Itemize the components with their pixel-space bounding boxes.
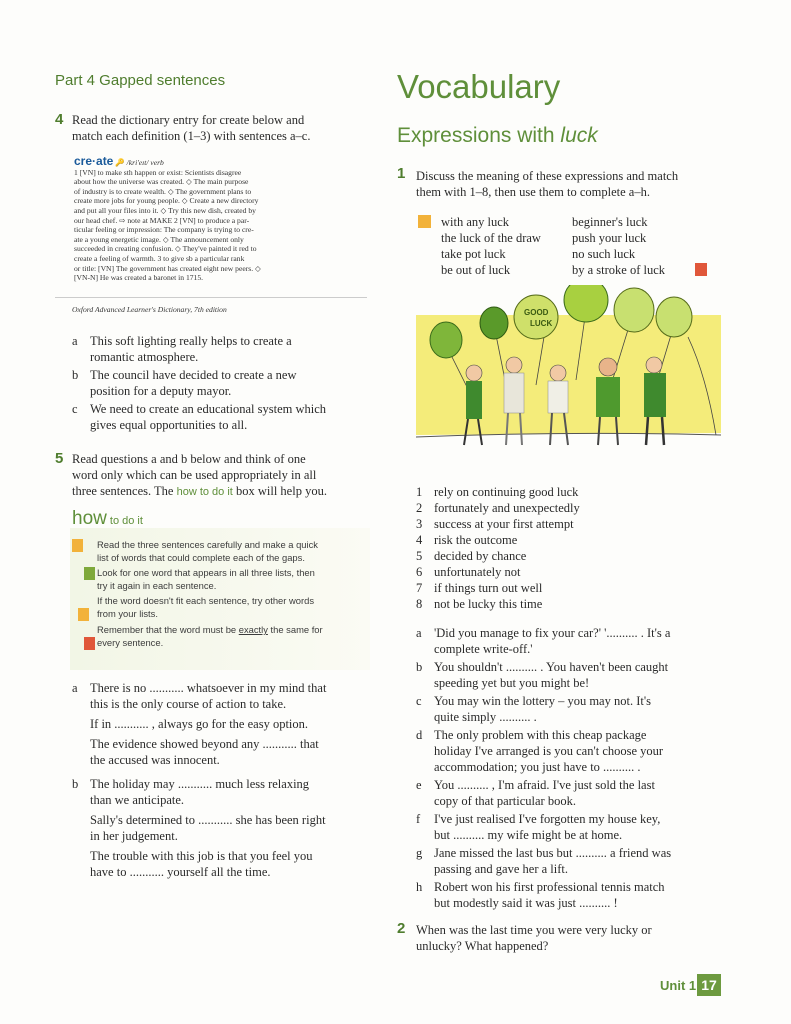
instruction-line: match each definition (1–3) with sentences a–c. [72,129,311,143]
exercise-5-number: 5 [55,450,64,467]
howto-tips [72,538,367,650]
expression-item: push your luck [572,231,647,245]
question-b [72,776,377,880]
list-item [72,367,372,399]
expressions-column-1 [441,214,541,278]
dictionary-line: ticular feeling or impression: The company is trying to cre- [74,225,254,235]
dictionary-line: or title: [VN] The government has created eight new peers. ◇ [74,263,261,273]
meaning-text: success at your first attempt [434,517,574,531]
unit-label: Unit 1 [660,978,697,993]
howto-reference: how to do it [176,486,233,498]
item-label: a [72,681,78,695]
item-label: a [416,626,422,640]
subtitle-emphasis: luck [560,124,598,147]
list-item: 2 fortunately and unexpectedly [416,501,580,515]
expression-item: take pot luck [441,247,506,261]
dictionary-line: of industry is to create wealth. ◇ The government plans to [74,186,252,196]
section-subtitle [397,124,598,148]
sentence-line: this is the only course of action to take. [90,697,287,711]
sentence-line: quite simply .......... . [434,710,537,724]
instruction-line: them with 1–8, then use them to complete a–h. [416,185,650,199]
balloon-text: LUCK [530,319,553,328]
tip-item [72,538,367,564]
dictionary-line: 1 [VN] to make sth happen or exist: Scientists disagree [74,167,242,177]
sentence-line: You .......... , I'm afraid. I've just sold the last [434,778,655,792]
sentence-line: You may win the lottery – you may not. It's [434,694,651,708]
question-a [72,680,377,768]
exercise-4-number: 4 [55,111,64,128]
sentence-line: passing and gave her a lift. [434,862,568,876]
howto-title-big: how [72,508,107,529]
expression-item: beginner's luck [572,215,648,229]
bullet-square-icon [84,567,95,580]
sentence-line: I've just realised I've forgotten my house key, [434,812,661,826]
item-label: b [72,777,79,791]
meaning-text: if things turn out well [434,581,543,595]
item-label: b [416,660,423,674]
expression-item: be out of luck [441,263,511,277]
exercise-5-instruction [72,451,327,500]
list-item [416,811,726,843]
balloon-good-luck [514,295,558,339]
list-item [416,845,726,877]
sentence-line: accommodation; you just have to .......... . [434,760,641,774]
exercise-2-instruction [416,922,652,954]
instruction-line: Read the dictionary entry for create below and [72,113,305,127]
item-label: g [416,846,423,860]
sentence-line: have to ........... yourself all the time. [90,865,271,879]
tip-text: Look for one word that appears in all three lists, then [97,567,315,578]
exercise-4-instruction [72,112,310,144]
dictionary-line: create a feeling of warmth. 3 to give sb a particular rank [74,253,245,263]
sentence-line: complete write-off.' [434,642,533,656]
sentence-line: than we anticipate. [90,793,185,807]
exercise-5-items [72,680,377,880]
tip-text: from your lists. [97,608,158,619]
item-text: We need to create an educational system which [90,402,327,416]
sentence-line: Sally's determined to ........... she has been right [90,813,326,827]
item-label: d [416,728,423,742]
page-title: Vocabulary [397,68,561,105]
item-label: c [416,694,422,708]
list-item [416,625,726,657]
subtitle-text: Expressions with [397,124,561,147]
sentence-line: If in ........... , always go for the easy option. [90,717,309,731]
list-item [416,727,726,775]
instruction-line [72,483,327,500]
item-text: The council have decided to create a new [90,368,297,382]
sentence-line: but modestly said it was just .......... ! [434,896,618,910]
balloon [656,297,692,337]
tip-item [72,594,367,621]
meaning-text: decided by chance [434,549,527,563]
list-item: 4 risk the outcome [416,533,518,547]
bullet-square-icon [695,263,707,276]
dictionary-line: ate a young energetic image. ◇ The announcement only [74,234,244,244]
expression-item: with any luck [441,215,510,229]
list-item: 5 decided by chance [416,549,527,563]
instruction-line: Discuss the meaning of these expressions and match [416,169,679,183]
sentence-line: The trouble with this job is that you feel you [90,849,313,863]
sentence-line: copy of that particular book. [434,794,576,808]
list-item [416,693,726,725]
tip-text: list of words that could complete each of the gaps. [97,552,305,563]
tip-item [72,623,367,650]
dictionary-line: our head chef. ⇨ note at MAKE 2 [VN] to produce a par- [74,215,250,225]
item-label: e [416,778,422,792]
sentence-line: There is no ........... whatsoever in my mind that [90,681,327,695]
part-heading: Part 4 Gapped sentences [55,72,226,89]
dictionary-line: and put all your files into it. ◇ Try this new dish, created by [74,205,256,215]
gap-sentences [416,625,726,911]
instruction-line: Read questions a and b below and think of one [72,452,306,466]
dictionary-headword: cre·ate [74,154,114,168]
instruction-text: box will help you. [232,484,327,498]
item-label: b [72,368,79,382]
item-text: romantic atmosphere. [90,350,199,364]
list-item [416,659,726,691]
list-item [72,401,372,433]
dictionary-line: create more jobs for young people. ◇ Create a new directory [74,196,259,206]
item-label: h [416,880,423,894]
tip-text: Remember that the word must be [97,624,239,635]
list-item [416,879,726,911]
item-label: f [416,812,421,826]
sentence-line: The only problem with this cheap package [434,728,647,742]
sentence-line: 'Did you manage to fix your car?' '.......... . It's a [434,626,671,640]
dictionary-line: [VN-N] He was created a baronet in 1715. [74,273,204,283]
meanings-list [416,484,580,612]
illustration-balloons [416,285,721,470]
tip-emphasis: exactly [238,624,268,635]
sentence-line: the accused was innocent. [90,753,220,767]
dictionary-entry: cre·ate 🔑 /kri'eɪt/ verb 1 [VN] to make sth happen or exist: Scientists disagree about how the universe was created. ◇ The main purpose of industry is to create wealth. ◇ The government plans to create more jobs for young people. ◇ Create a new directory and put all your files into it. ◇ Try this new dish, created by our head chef. ⇨ note at MAKE 2 [VN] to produce a par- ticular feeling or impression: The company is trying to cre- ate a young energetic image. ◇ The announcement only succeeded in creating confusion. ◇ They've painted it red to create a feeling of warmth. 3 to give sb a particular rank or title: [VN] The government has created eight new peers. ◇ [VN-N] He was created a baronet in 1715. [74,157,320,283]
sentence-line: holiday I've arranged is you can't choose your [434,744,664,758]
list-item: 6 unfortunately not [416,565,521,579]
sentence-line: The holiday may ........... much less relaxing [90,777,310,791]
sentence-line: in her judgement. [90,829,178,843]
expression-item: by a stroke of luck [572,263,666,277]
item-text: position for a deputy mayor. [90,384,232,398]
tip-text: the same for [267,624,323,635]
item-label: c [72,402,78,416]
meaning-text: unfortunately not [434,565,521,579]
sentence-line: Jane missed the last bus but .......... a friend was [434,846,672,860]
list-item: 8 not be lucky this time [416,597,543,611]
balloon-text: GOOD [524,308,549,317]
divider [55,297,367,298]
item-text: This soft lighting really helps to create a [90,334,292,348]
instruction-line: unlucky? What happened? [416,939,549,953]
meaning-text: rely on continuing good luck [434,485,579,499]
howto-title [72,508,143,530]
list-item: 1 rely on continuing good luck [416,485,579,499]
list-item: 7 if things turn out well [416,581,543,595]
howto-title-small: to do it [106,515,143,527]
instruction-line: When was the last time you were very lucky or [416,923,652,937]
exercise-1-instruction [416,168,678,200]
sentence-line: but .......... my wife might be at home. [434,828,623,842]
sentence-line: speeding yet but you might be! [434,676,590,690]
meaning-text: not be lucky this time [434,597,543,611]
bullet-square-icon [418,215,431,228]
exercise-4-items [72,333,372,433]
sentence-line: The evidence showed beyond any ........... that [90,737,319,751]
expression-item: the luck of the draw [441,231,541,245]
balloon [480,307,508,339]
dictionary-line: about how the universe was created. ◇ The main purpose [74,177,249,187]
list-item [416,777,726,809]
tip-item [72,566,367,592]
expression-item: no such luck [572,247,636,261]
exercise-1-number: 1 [397,165,406,182]
bullet-square-icon [78,608,89,621]
tip-text: try it again in each sentence. [97,580,217,591]
dictionary-source: Oxford Advanced Learner's Dictionary, 7th edition [72,305,227,314]
exercise-2-number: 2 [397,920,406,937]
expressions-column-2 [572,214,665,278]
tip-text: every sentence. [97,637,164,648]
meaning-text: risk the outcome [434,533,518,547]
dictionary-line: succeeded in creating confusion. ◇ They've painted it red to [74,244,257,254]
page-number: 17 [697,974,721,996]
list-item: 3 success at your first attempt [416,517,574,531]
tip-text: If the word doesn't fit each sentence, try other words [97,595,315,606]
instruction-text: three sentences. The [72,484,177,498]
item-text: gives equal opportunities to all. [90,418,248,432]
meaning-text: fortunately and unexpectedly [434,501,580,515]
instruction-line: word only which can be used appropriately in all [72,468,317,482]
list-item [72,333,372,365]
sentence-line: You shouldn't .......... . You haven't been caught [434,660,669,674]
sentence-line: Robert won his first professional tennis match [434,880,665,894]
tip-text: Read the three sentences carefully and make a quick [97,539,318,550]
item-label: a [72,334,78,348]
dictionary-pron: /kri'eɪt/ verb [126,158,164,167]
balloon [430,322,462,358]
bullet-square-icon [72,539,83,552]
bullet-square-icon [84,637,95,650]
balloon [614,288,654,332]
